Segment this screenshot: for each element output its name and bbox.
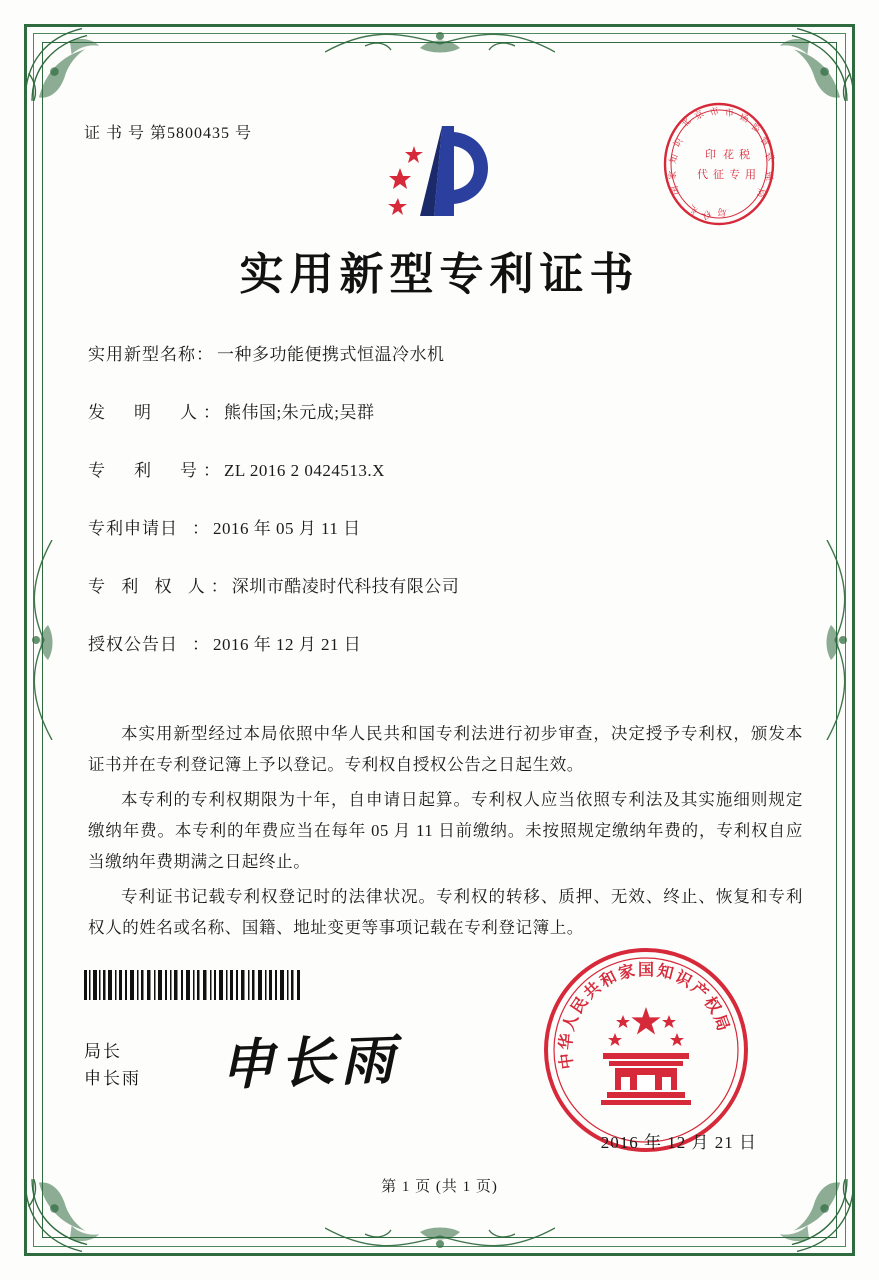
edge-ornament-icon [325, 22, 555, 62]
director-block [84, 1038, 141, 1092]
svg-text:产: 产 [685, 202, 699, 216]
field-label: 发 明 人 [88, 403, 203, 422]
svg-text:场: 场 [738, 113, 750, 126]
field-separator: ： [203, 461, 220, 480]
svg-text:家: 家 [668, 170, 679, 181]
field-separator: ： [196, 345, 213, 364]
svg-text:权: 权 [700, 993, 726, 1017]
svg-text:理: 理 [762, 170, 774, 182]
field-separator: ： [210, 577, 228, 596]
edge-ornament-icon [22, 540, 62, 740]
svg-text:监: 监 [749, 121, 763, 136]
svg-text:国: 国 [637, 960, 655, 979]
field-value: 熊伟国;朱元成;吴群 [224, 403, 375, 422]
svg-text:征: 征 [713, 168, 724, 181]
field-list [88, 340, 809, 688]
field-label: 授权公告日 [88, 635, 178, 654]
field-announcement-date [88, 630, 809, 655]
svg-text:共: 共 [579, 977, 605, 1003]
tax-stamp-seal [653, 98, 785, 230]
field-label: 专 利 权 人 [88, 577, 211, 596]
svg-text:知: 知 [668, 153, 681, 166]
director-name: 申长雨 [84, 1069, 141, 1088]
edge-ornament-icon [325, 1218, 555, 1258]
svg-text:人: 人 [558, 1011, 583, 1034]
field-separator: ： [192, 635, 209, 654]
director-signature: 申长雨 [219, 1026, 402, 1098]
legal-paragraph: 本专利的专利权期限为十年，自申请日起算。专利权人应当依照专利法及其实施细则规定缴纳年费。本专利的年费应当在每年 05 月 11 日前缴纳。未按照规定缴纳年费的，专利权自应当缴纳年费期满之日起终止。 [88, 790, 803, 871]
field-value: ZL 2016 2 0424513.X [224, 461, 385, 480]
svg-text:识: 识 [672, 966, 696, 992]
svg-text:局: 局 [709, 1011, 734, 1034]
field-label: 实用新型名称 [88, 345, 196, 364]
svg-text:识: 识 [672, 136, 686, 150]
svg-text:专: 专 [729, 168, 740, 181]
legal-paragraph: 本实用新型经过本局依照中华人民共和国专利法进行初步审查，决定授予专利权，颁发本证书并在专利登记簿上予以登记。专利权自授权公告之日起生效。 [88, 724, 803, 774]
svg-text:用: 用 [745, 168, 756, 181]
svg-text:产: 产 [687, 977, 713, 1003]
certificate-number: 证 书 号 第5800435 号 [84, 125, 253, 142]
svg-text:花: 花 [723, 148, 734, 161]
svg-text:局: 局 [716, 205, 728, 217]
national-seal [541, 945, 751, 1155]
svg-text:税: 税 [739, 148, 750, 161]
field-patentee [88, 572, 809, 597]
svg-text:印: 印 [705, 148, 716, 161]
svg-text:知: 知 [655, 960, 676, 984]
field-separator: ： [203, 403, 220, 422]
barcode [84, 970, 304, 1000]
svg-text:和: 和 [596, 966, 620, 992]
svg-text:代: 代 [697, 168, 708, 181]
field-separator: ： [192, 519, 209, 538]
edge-ornament-icon [817, 540, 857, 740]
svg-text:国: 国 [670, 184, 682, 196]
cnipa-logo-icon [380, 116, 500, 226]
seal-date: 2016 年 12 月 21 日 [600, 1133, 757, 1152]
page-title: 实用新型专利证书 [239, 249, 640, 300]
svg-text:督: 督 [757, 135, 772, 149]
svg-text:市: 市 [708, 106, 721, 119]
field-patent-number [88, 456, 809, 481]
svg-text:华: 华 [555, 1032, 577, 1051]
director-title: 局长 [84, 1042, 122, 1061]
svg-text:家: 家 [616, 960, 637, 984]
legal-paragraph: 专利证书记载专利权登记时的法律状况。专利权的转移、质押、无效、终止、恢复和专利权人的姓名或名称、国籍、地址变更等事项记载在专利登记簿上。 [88, 887, 803, 937]
field-label: 专 利 号 [88, 461, 203, 480]
svg-text:局: 局 [754, 187, 766, 199]
field-value: 2016 年 05 月 11 日 [213, 519, 361, 538]
svg-text:北: 北 [679, 116, 694, 131]
svg-text:市: 市 [724, 108, 735, 119]
field-label: 专利申请日 [88, 519, 178, 538]
svg-text:权: 权 [699, 207, 713, 221]
field-value: 深圳市酷凌时代科技有限公司 [231, 577, 460, 596]
field-utility-model-name [88, 340, 809, 365]
field-value: 2016 年 12 月 21 日 [213, 635, 362, 654]
svg-text:中: 中 [555, 1051, 577, 1071]
field-inventor [88, 398, 809, 423]
legal-text [88, 718, 803, 947]
svg-text:民: 民 [566, 993, 592, 1017]
svg-text:管: 管 [762, 150, 776, 164]
field-application-date [88, 514, 809, 539]
page-footer: 第 1 页 (共 1 页) [381, 1179, 498, 1195]
svg-text:京: 京 [693, 109, 707, 123]
certificate-content [70, 90, 809, 1210]
field-value: 一种多功能便携式恒温冷水机 [217, 345, 445, 364]
